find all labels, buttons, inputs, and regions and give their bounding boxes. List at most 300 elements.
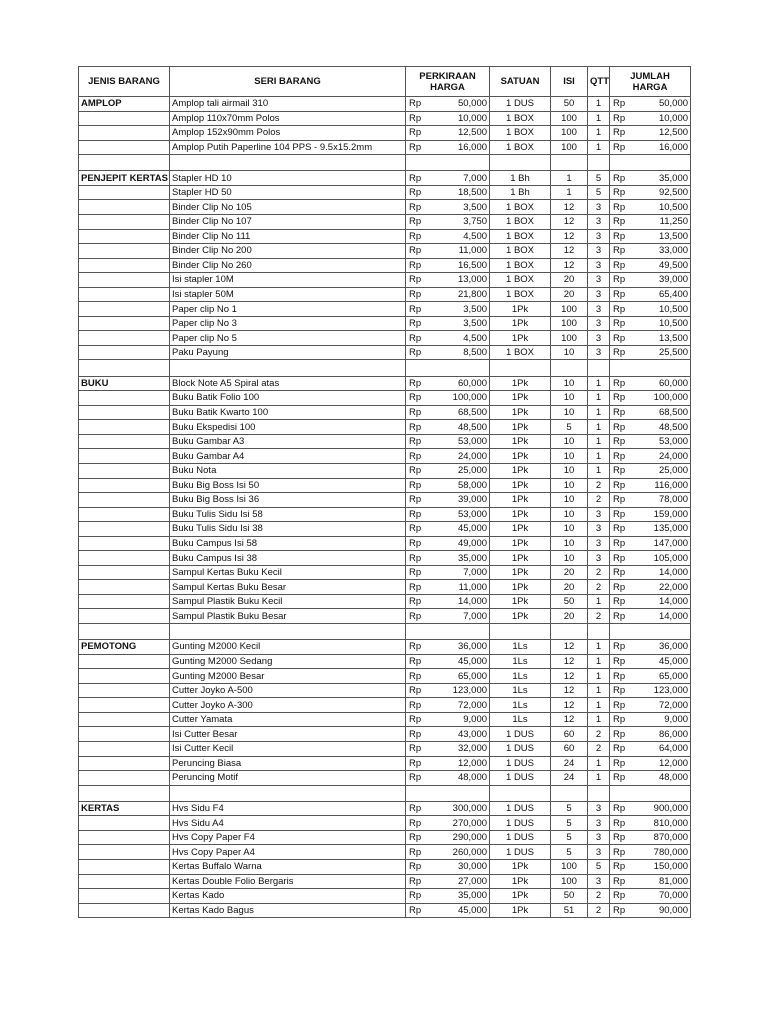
total-value: 123,000 xyxy=(634,683,691,698)
category-cell xyxy=(79,551,170,566)
total-currency: Rp xyxy=(610,801,634,816)
empty-cell xyxy=(170,360,406,376)
unit-cell: 1 Bh xyxy=(490,171,551,186)
total-value: 22,000 xyxy=(634,580,691,595)
isi-cell: 50 xyxy=(551,97,588,112)
unit-cell: 1Pk xyxy=(490,874,551,889)
qtt-cell: 3 xyxy=(588,507,610,522)
total-currency: Rp xyxy=(610,845,634,860)
table-row xyxy=(79,816,691,831)
item-name: Sampul Kertas Buku Besar xyxy=(170,580,406,595)
qtt-cell: 1 xyxy=(588,756,610,771)
empty-cell xyxy=(430,785,490,801)
unit-cell: 1 DUS xyxy=(490,97,551,112)
total-currency: Rp xyxy=(610,420,634,435)
price-value: 10,000 xyxy=(430,111,490,126)
total-currency: Rp xyxy=(610,111,634,126)
isi-cell: 5 xyxy=(551,816,588,831)
header-perkiraan-line1: PERKIRAAN xyxy=(419,70,476,82)
price-value: 12,500 xyxy=(430,126,490,141)
total-currency: Rp xyxy=(610,816,634,831)
category-cell xyxy=(79,111,170,126)
price-value: 16,500 xyxy=(430,258,490,273)
item-name: Binder Clip No 200 xyxy=(170,244,406,259)
unit-cell: 1Pk xyxy=(490,434,551,449)
category-cell xyxy=(79,507,170,522)
category-cell xyxy=(79,420,170,435)
item-name: Paper clip No 1 xyxy=(170,302,406,317)
isi-cell: 24 xyxy=(551,771,588,786)
category-cell xyxy=(79,258,170,273)
price-value: 53,000 xyxy=(430,434,490,449)
qtt-cell: 1 xyxy=(588,449,610,464)
category-cell xyxy=(79,727,170,742)
price-currency: Rp xyxy=(406,273,430,288)
category-cell xyxy=(79,741,170,756)
unit-cell: 1Pk xyxy=(490,463,551,478)
total-currency: Rp xyxy=(610,345,634,360)
price-value: 68,500 xyxy=(430,405,490,420)
table-row xyxy=(79,391,691,406)
category-cell xyxy=(79,449,170,464)
price-currency: Rp xyxy=(406,609,430,624)
isi-cell: 12 xyxy=(551,654,588,669)
isi-cell: 100 xyxy=(551,874,588,889)
price-currency: Rp xyxy=(406,345,430,360)
price-value: 100,000 xyxy=(430,391,490,406)
total-value: 14,000 xyxy=(634,565,691,580)
table-row xyxy=(79,801,691,816)
total-value: 12,000 xyxy=(634,756,691,771)
table-row xyxy=(79,654,691,669)
total-value: 135,000 xyxy=(634,522,691,537)
qtt-cell: 1 xyxy=(588,712,610,727)
header-jumlah-harga xyxy=(610,67,691,97)
qtt-cell: 3 xyxy=(588,551,610,566)
item-name: Cutter Joyko A-500 xyxy=(170,683,406,698)
price-currency: Rp xyxy=(406,97,430,112)
total-currency: Rp xyxy=(610,727,634,742)
item-name: Kertas Kado Bagus xyxy=(170,903,406,918)
table-row xyxy=(79,185,691,200)
unit-cell: 1 BOX xyxy=(490,126,551,141)
item-name: Stapler HD 10 xyxy=(170,171,406,186)
total-value: 33,000 xyxy=(634,244,691,259)
total-currency: Rp xyxy=(610,756,634,771)
total-value: 45,000 xyxy=(634,654,691,669)
total-currency: Rp xyxy=(610,126,634,141)
qtt-cell: 2 xyxy=(588,478,610,493)
isi-cell: 12 xyxy=(551,200,588,215)
item-name: Buku Batik Kwarto 100 xyxy=(170,405,406,420)
price-currency: Rp xyxy=(406,889,430,904)
qtt-cell: 3 xyxy=(588,331,610,346)
empty-cell xyxy=(588,360,610,376)
blank-separator-row xyxy=(79,360,691,376)
qtt-cell: 1 xyxy=(588,111,610,126)
isi-cell: 12 xyxy=(551,244,588,259)
item-name: Block Note A5 Spiral atas xyxy=(170,376,406,391)
price-currency: Rp xyxy=(406,756,430,771)
price-value: 21,800 xyxy=(430,287,490,302)
header-seri-barang: SERI BARANG xyxy=(170,67,406,97)
isi-cell: 1 xyxy=(551,171,588,186)
total-value: 100,000 xyxy=(634,391,691,406)
item-name: Cutter Yamata xyxy=(170,712,406,727)
empty-cell xyxy=(490,360,551,376)
total-currency: Rp xyxy=(610,258,634,273)
unit-cell: 1Pk xyxy=(490,609,551,624)
empty-cell xyxy=(588,785,610,801)
item-name: Hvs Copy Paper F4 xyxy=(170,830,406,845)
category-cell xyxy=(79,463,170,478)
table-row xyxy=(79,345,691,360)
price-currency: Rp xyxy=(406,801,430,816)
total-value: 86,000 xyxy=(634,727,691,742)
empty-cell xyxy=(170,155,406,171)
isi-cell: 12 xyxy=(551,669,588,684)
isi-cell: 12 xyxy=(551,229,588,244)
total-currency: Rp xyxy=(610,287,634,302)
empty-cell xyxy=(79,155,170,171)
item-name: Isi Cutter Kecil xyxy=(170,741,406,756)
total-value: 810,000 xyxy=(634,816,691,831)
price-currency: Rp xyxy=(406,551,430,566)
total-value: 150,000 xyxy=(634,860,691,875)
item-name: Buku Campus Isi 38 xyxy=(170,551,406,566)
item-name: Isi Cutter Besar xyxy=(170,727,406,742)
price-value: 24,000 xyxy=(430,449,490,464)
table-row xyxy=(79,609,691,624)
item-name: Sampul Plastik Buku Kecil xyxy=(170,594,406,609)
table-row xyxy=(79,463,691,478)
total-value: 53,000 xyxy=(634,434,691,449)
price-currency: Rp xyxy=(406,903,430,918)
unit-cell: 1Pk xyxy=(490,478,551,493)
total-value: 25,000 xyxy=(634,463,691,478)
empty-cell xyxy=(406,155,430,171)
isi-cell: 60 xyxy=(551,727,588,742)
total-value: 14,000 xyxy=(634,594,691,609)
unit-cell: 1 DUS xyxy=(490,830,551,845)
qtt-cell: 2 xyxy=(588,609,610,624)
table-row xyxy=(79,741,691,756)
total-value: 16,000 xyxy=(634,140,691,155)
table-row xyxy=(79,903,691,918)
empty-cell xyxy=(406,360,430,376)
isi-cell: 100 xyxy=(551,126,588,141)
item-name: Buku Nota xyxy=(170,463,406,478)
unit-cell: 1 BOX xyxy=(490,258,551,273)
item-name: Amplop 110x70mm Polos xyxy=(170,111,406,126)
qtt-cell: 3 xyxy=(588,801,610,816)
unit-cell: 1Ls xyxy=(490,654,551,669)
qtt-cell: 1 xyxy=(588,391,610,406)
isi-cell: 20 xyxy=(551,565,588,580)
price-currency: Rp xyxy=(406,376,430,391)
unit-cell: 1 BOX xyxy=(490,287,551,302)
total-value: 105,000 xyxy=(634,551,691,566)
price-currency: Rp xyxy=(406,683,430,698)
price-value: 3,500 xyxy=(430,200,490,215)
table-row xyxy=(79,594,691,609)
price-currency: Rp xyxy=(406,741,430,756)
total-currency: Rp xyxy=(610,185,634,200)
qtt-cell: 3 xyxy=(588,229,610,244)
isi-cell: 50 xyxy=(551,889,588,904)
total-value: 147,000 xyxy=(634,536,691,551)
price-value: 45,000 xyxy=(430,654,490,669)
category-cell xyxy=(79,493,170,508)
unit-cell: 1 DUS xyxy=(490,801,551,816)
header-perkiraan-harga xyxy=(406,67,490,97)
unit-cell: 1Pk xyxy=(490,551,551,566)
price-currency: Rp xyxy=(406,140,430,155)
total-currency: Rp xyxy=(610,493,634,508)
unit-cell: 1Pk xyxy=(490,405,551,420)
table-row xyxy=(79,258,691,273)
total-value: 48,000 xyxy=(634,771,691,786)
price-currency: Rp xyxy=(406,478,430,493)
empty-cell xyxy=(610,360,634,376)
table-row xyxy=(79,493,691,508)
price-value: 4,500 xyxy=(430,331,490,346)
total-value: 60,000 xyxy=(634,376,691,391)
price-currency: Rp xyxy=(406,463,430,478)
table-body xyxy=(79,97,691,918)
price-value: 18,500 xyxy=(430,185,490,200)
price-currency: Rp xyxy=(406,712,430,727)
unit-cell: 1 BOX xyxy=(490,111,551,126)
total-value: 900,000 xyxy=(634,801,691,816)
isi-cell: 10 xyxy=(551,345,588,360)
total-value: 780,000 xyxy=(634,845,691,860)
price-currency: Rp xyxy=(406,493,430,508)
blank-separator-row xyxy=(79,623,691,639)
category-cell xyxy=(79,244,170,259)
isi-cell: 12 xyxy=(551,683,588,698)
table-row xyxy=(79,756,691,771)
isi-cell: 12 xyxy=(551,258,588,273)
total-currency: Rp xyxy=(610,302,634,317)
price-currency: Rp xyxy=(406,522,430,537)
empty-cell xyxy=(490,623,551,639)
qtt-cell: 1 xyxy=(588,140,610,155)
category-cell: BUKU xyxy=(79,376,170,391)
total-currency: Rp xyxy=(610,741,634,756)
unit-cell: 1Pk xyxy=(490,594,551,609)
table-row xyxy=(79,522,691,537)
price-value: 58,000 xyxy=(430,478,490,493)
price-value: 300,000 xyxy=(430,801,490,816)
category-cell xyxy=(79,580,170,595)
total-currency: Rp xyxy=(610,140,634,155)
price-currency: Rp xyxy=(406,654,430,669)
qtt-cell: 1 xyxy=(588,405,610,420)
price-value: 9,000 xyxy=(430,712,490,727)
price-value: 45,000 xyxy=(430,522,490,537)
total-currency: Rp xyxy=(610,316,634,331)
empty-cell xyxy=(634,785,691,801)
isi-cell: 10 xyxy=(551,551,588,566)
empty-cell xyxy=(490,155,551,171)
empty-cell xyxy=(634,155,691,171)
qtt-cell: 3 xyxy=(588,215,610,230)
unit-cell: 1Ls xyxy=(490,698,551,713)
total-value: 12,500 xyxy=(634,126,691,141)
unit-cell: 1 Bh xyxy=(490,185,551,200)
price-currency: Rp xyxy=(406,536,430,551)
total-currency: Rp xyxy=(610,273,634,288)
total-currency: Rp xyxy=(610,640,634,655)
isi-cell: 51 xyxy=(551,903,588,918)
header-perkiraan-line2: HARGA xyxy=(430,81,465,93)
price-currency: Rp xyxy=(406,874,430,889)
empty-cell xyxy=(610,155,634,171)
category-cell xyxy=(79,126,170,141)
category-cell xyxy=(79,345,170,360)
isi-cell: 100 xyxy=(551,331,588,346)
total-currency: Rp xyxy=(610,97,634,112)
isi-cell: 10 xyxy=(551,463,588,478)
price-value: 36,000 xyxy=(430,640,490,655)
item-name: Isi stapler 10M xyxy=(170,273,406,288)
qtt-cell: 2 xyxy=(588,727,610,742)
total-value: 68,500 xyxy=(634,405,691,420)
empty-cell xyxy=(406,785,430,801)
empty-cell xyxy=(406,623,430,639)
item-name: Amplop 152x90mm Polos xyxy=(170,126,406,141)
table-row xyxy=(79,669,691,684)
price-currency: Rp xyxy=(406,316,430,331)
unit-cell: 1 DUS xyxy=(490,771,551,786)
empty-cell xyxy=(551,155,588,171)
price-currency: Rp xyxy=(406,331,430,346)
isi-cell: 5 xyxy=(551,845,588,860)
item-name: Hvs Sidu F4 xyxy=(170,801,406,816)
price-currency: Rp xyxy=(406,302,430,317)
category-cell xyxy=(79,434,170,449)
total-currency: Rp xyxy=(610,860,634,875)
total-currency: Rp xyxy=(610,215,634,230)
total-currency: Rp xyxy=(610,200,634,215)
item-name: Kertas Kado xyxy=(170,889,406,904)
unit-cell: 1Pk xyxy=(490,507,551,522)
category-cell xyxy=(79,229,170,244)
isi-cell: 12 xyxy=(551,712,588,727)
header-satuan: SATUAN xyxy=(490,67,551,97)
isi-cell: 60 xyxy=(551,741,588,756)
unit-cell: 1 DUS xyxy=(490,727,551,742)
table-row xyxy=(79,727,691,742)
price-value: 48,500 xyxy=(430,420,490,435)
isi-cell: 10 xyxy=(551,449,588,464)
empty-cell xyxy=(79,623,170,639)
category-cell xyxy=(79,816,170,831)
item-name: Binder Clip No 105 xyxy=(170,200,406,215)
qtt-cell: 3 xyxy=(588,302,610,317)
price-value: 35,000 xyxy=(430,551,490,566)
item-name: Sampul Kertas Buku Kecil xyxy=(170,565,406,580)
category-cell xyxy=(79,698,170,713)
category-cell xyxy=(79,609,170,624)
item-name: Buku Big Boss Isi 50 xyxy=(170,478,406,493)
price-currency: Rp xyxy=(406,594,430,609)
table-row xyxy=(79,874,691,889)
total-currency: Rp xyxy=(610,229,634,244)
category-cell xyxy=(79,522,170,537)
price-value: 72,000 xyxy=(430,698,490,713)
isi-cell: 10 xyxy=(551,434,588,449)
item-name: Stapler HD 50 xyxy=(170,185,406,200)
table-row xyxy=(79,551,691,566)
item-name: Cutter Joyko A-300 xyxy=(170,698,406,713)
total-value: 13,500 xyxy=(634,331,691,346)
unit-cell: 1Pk xyxy=(490,889,551,904)
total-value: 24,000 xyxy=(634,449,691,464)
price-value: 60,000 xyxy=(430,376,490,391)
price-currency: Rp xyxy=(406,405,430,420)
price-value: 3,750 xyxy=(430,215,490,230)
category-cell xyxy=(79,316,170,331)
unit-cell: 1 BOX xyxy=(490,140,551,155)
price-currency: Rp xyxy=(406,449,430,464)
price-value: 32,000 xyxy=(430,741,490,756)
price-currency: Rp xyxy=(406,258,430,273)
table-row xyxy=(79,434,691,449)
category-cell xyxy=(79,654,170,669)
category-cell xyxy=(79,889,170,904)
qtt-cell: 1 xyxy=(588,654,610,669)
qtt-cell: 3 xyxy=(588,345,610,360)
price-currency: Rp xyxy=(406,727,430,742)
isi-cell: 10 xyxy=(551,405,588,420)
price-currency: Rp xyxy=(406,698,430,713)
price-currency: Rp xyxy=(406,200,430,215)
empty-cell xyxy=(490,785,551,801)
price-value: 53,000 xyxy=(430,507,490,522)
qtt-cell: 1 xyxy=(588,594,610,609)
qtt-cell: 2 xyxy=(588,493,610,508)
item-name: Buku Campus Isi 58 xyxy=(170,536,406,551)
qtt-cell: 1 xyxy=(588,463,610,478)
qtt-cell: 3 xyxy=(588,816,610,831)
price-value: 260,000 xyxy=(430,845,490,860)
price-value: 13,000 xyxy=(430,273,490,288)
isi-cell: 100 xyxy=(551,111,588,126)
category-cell: PENJEPIT KERTAS xyxy=(79,171,170,186)
qtt-cell: 3 xyxy=(588,874,610,889)
table-row xyxy=(79,171,691,186)
table-row xyxy=(79,111,691,126)
isi-cell: 10 xyxy=(551,522,588,537)
total-currency: Rp xyxy=(610,683,634,698)
qtt-cell: 3 xyxy=(588,536,610,551)
table-row xyxy=(79,302,691,317)
total-value: 78,000 xyxy=(634,493,691,508)
item-name: Gunting M2000 Sedang xyxy=(170,654,406,669)
price-currency: Rp xyxy=(406,126,430,141)
price-value: 25,000 xyxy=(430,463,490,478)
item-name: Kertas Buffalo Warna xyxy=(170,860,406,875)
isi-cell: 10 xyxy=(551,391,588,406)
total-currency: Rp xyxy=(610,889,634,904)
unit-cell: 1Pk xyxy=(490,420,551,435)
price-value: 16,000 xyxy=(430,140,490,155)
table-row xyxy=(79,420,691,435)
price-currency: Rp xyxy=(406,111,430,126)
category-cell xyxy=(79,273,170,288)
